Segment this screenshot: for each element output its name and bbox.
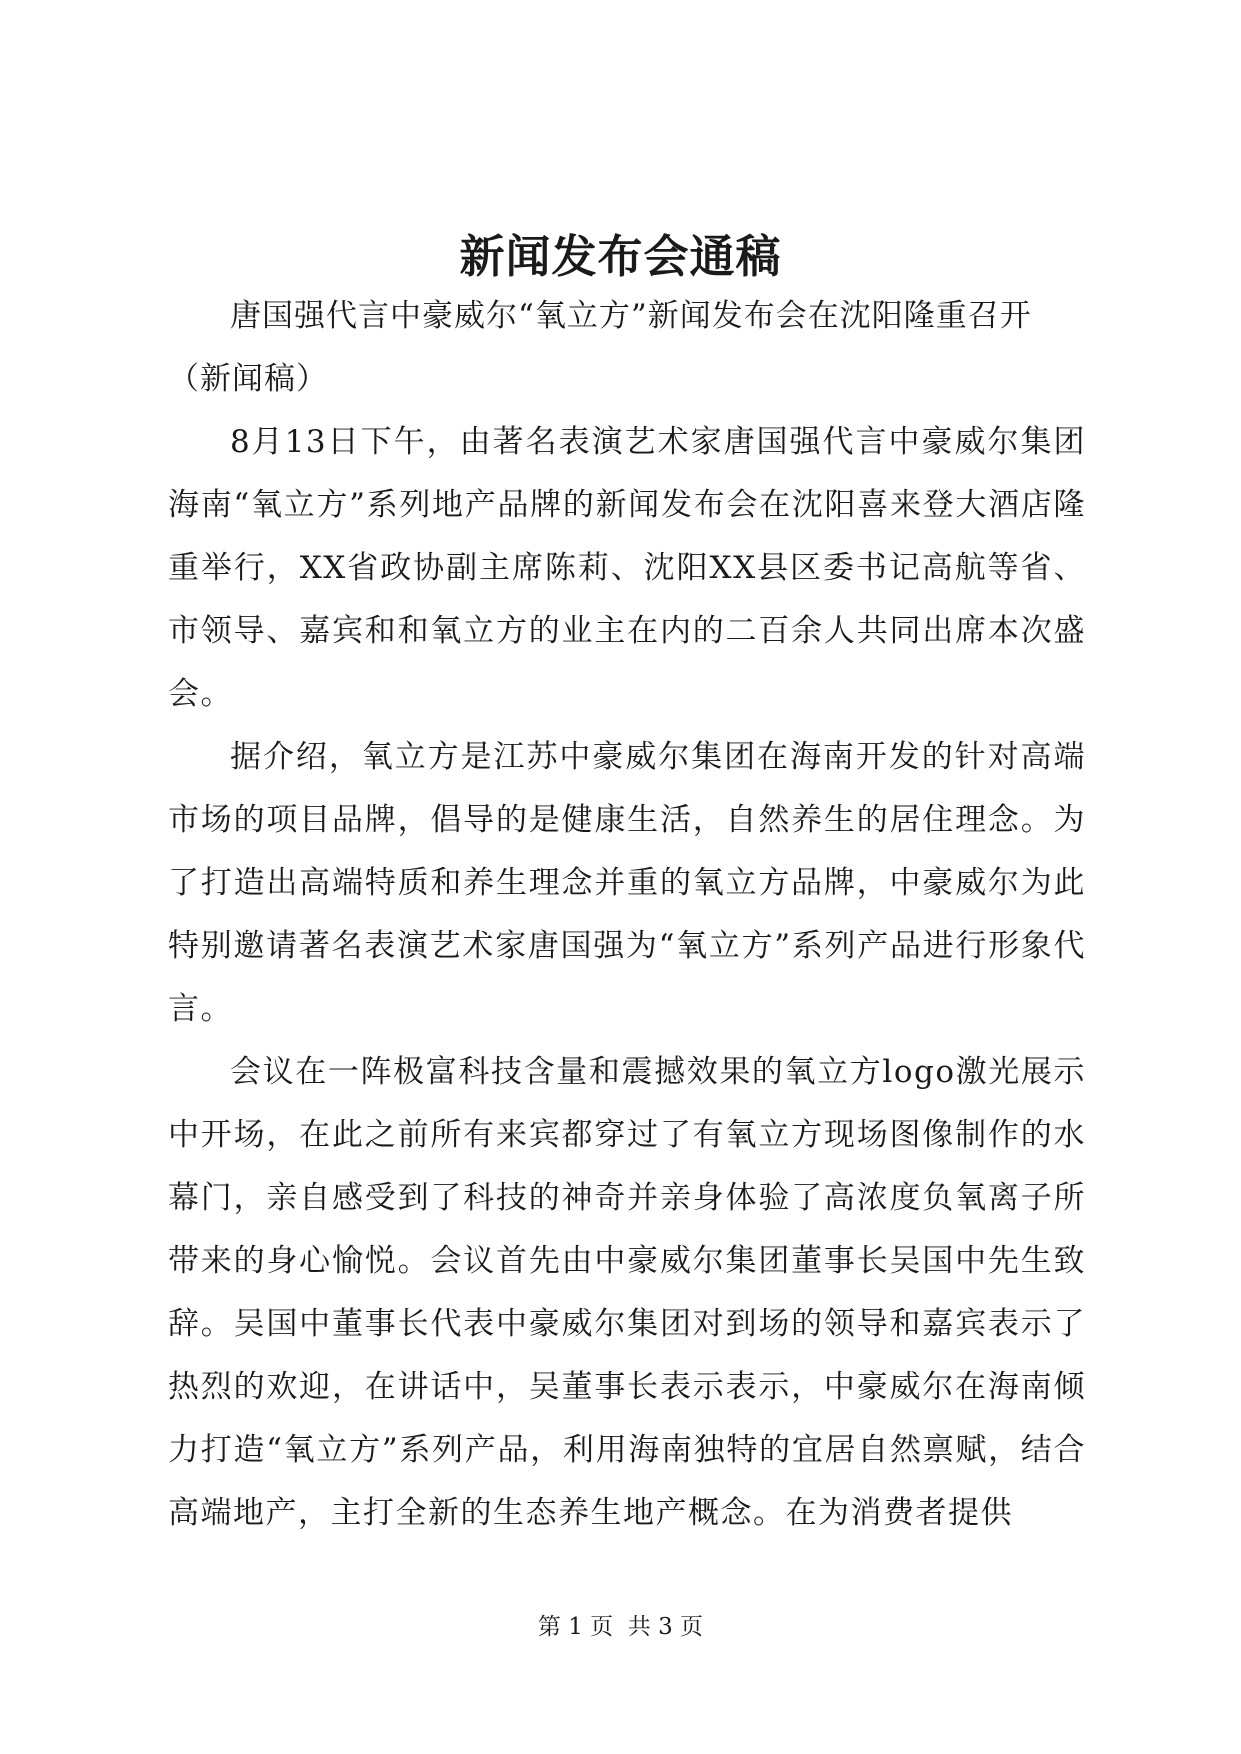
document-title: 新闻发布会通稿 (459, 230, 782, 283)
paragraph-2: 据介绍，氧立方是江苏中豪威尔集团在海南开发的针对高端市场的项目品牌，倡导的是健康生活，自然养生的居住理念。为了打造出高端特质和养生理念并重的氧立方品牌，中豪威尔为此特别邀请著名表演艺术家唐国强为“氧立方”系列产品进行形象代言。 (168, 739, 1086, 1027)
paragraph-3: 会议在一阵极富科技含量和震撼效果的氧立方logo激光展示中开场，在此之前所有来宾都穿过了有氧立方现场图像制作的水幕门，亲自感受到了科技的神奇并亲身体验了高浓度负氧离子所带来的身心愉悦。会议首先由中豪威尔集团董事长吴国中先生致辞。吴国中董事长代表中豪威尔集团对到场的领导和嘉宾表示了热烈的欢迎，在讲话中，吴董事长表示表示，中豪威尔在海南倾力打造“氧立方”系列产品，利用海南独特的宜居自然禀赋，结合高端地产，主打全新的生态养生地产概念。在为消费者提供 (168, 1054, 1086, 1531)
page-footer (0, 1608, 1241, 1641)
paragraph-1: 8月13日下午，由著名表演艺术家唐国强代言中豪威尔集团海南“氧立方”系列地产品牌的新闻发布会在沈阳喜来登大酒店隆重举行，XX省政协副主席陈莉、沈阳XX县区委书记高航等省、市领导、嘉宾和和氧立方的业主在内的二百余人共同出席本次盛会。 (168, 424, 1086, 712)
document-subtitle: 唐国强代言中豪威尔“氧立方”新闻发布会在沈阳隆重召开（新闻稿） (168, 298, 1032, 397)
document-body (168, 285, 1086, 1545)
page-number-label: 第 1 页 共 3 页 (537, 1614, 704, 1640)
